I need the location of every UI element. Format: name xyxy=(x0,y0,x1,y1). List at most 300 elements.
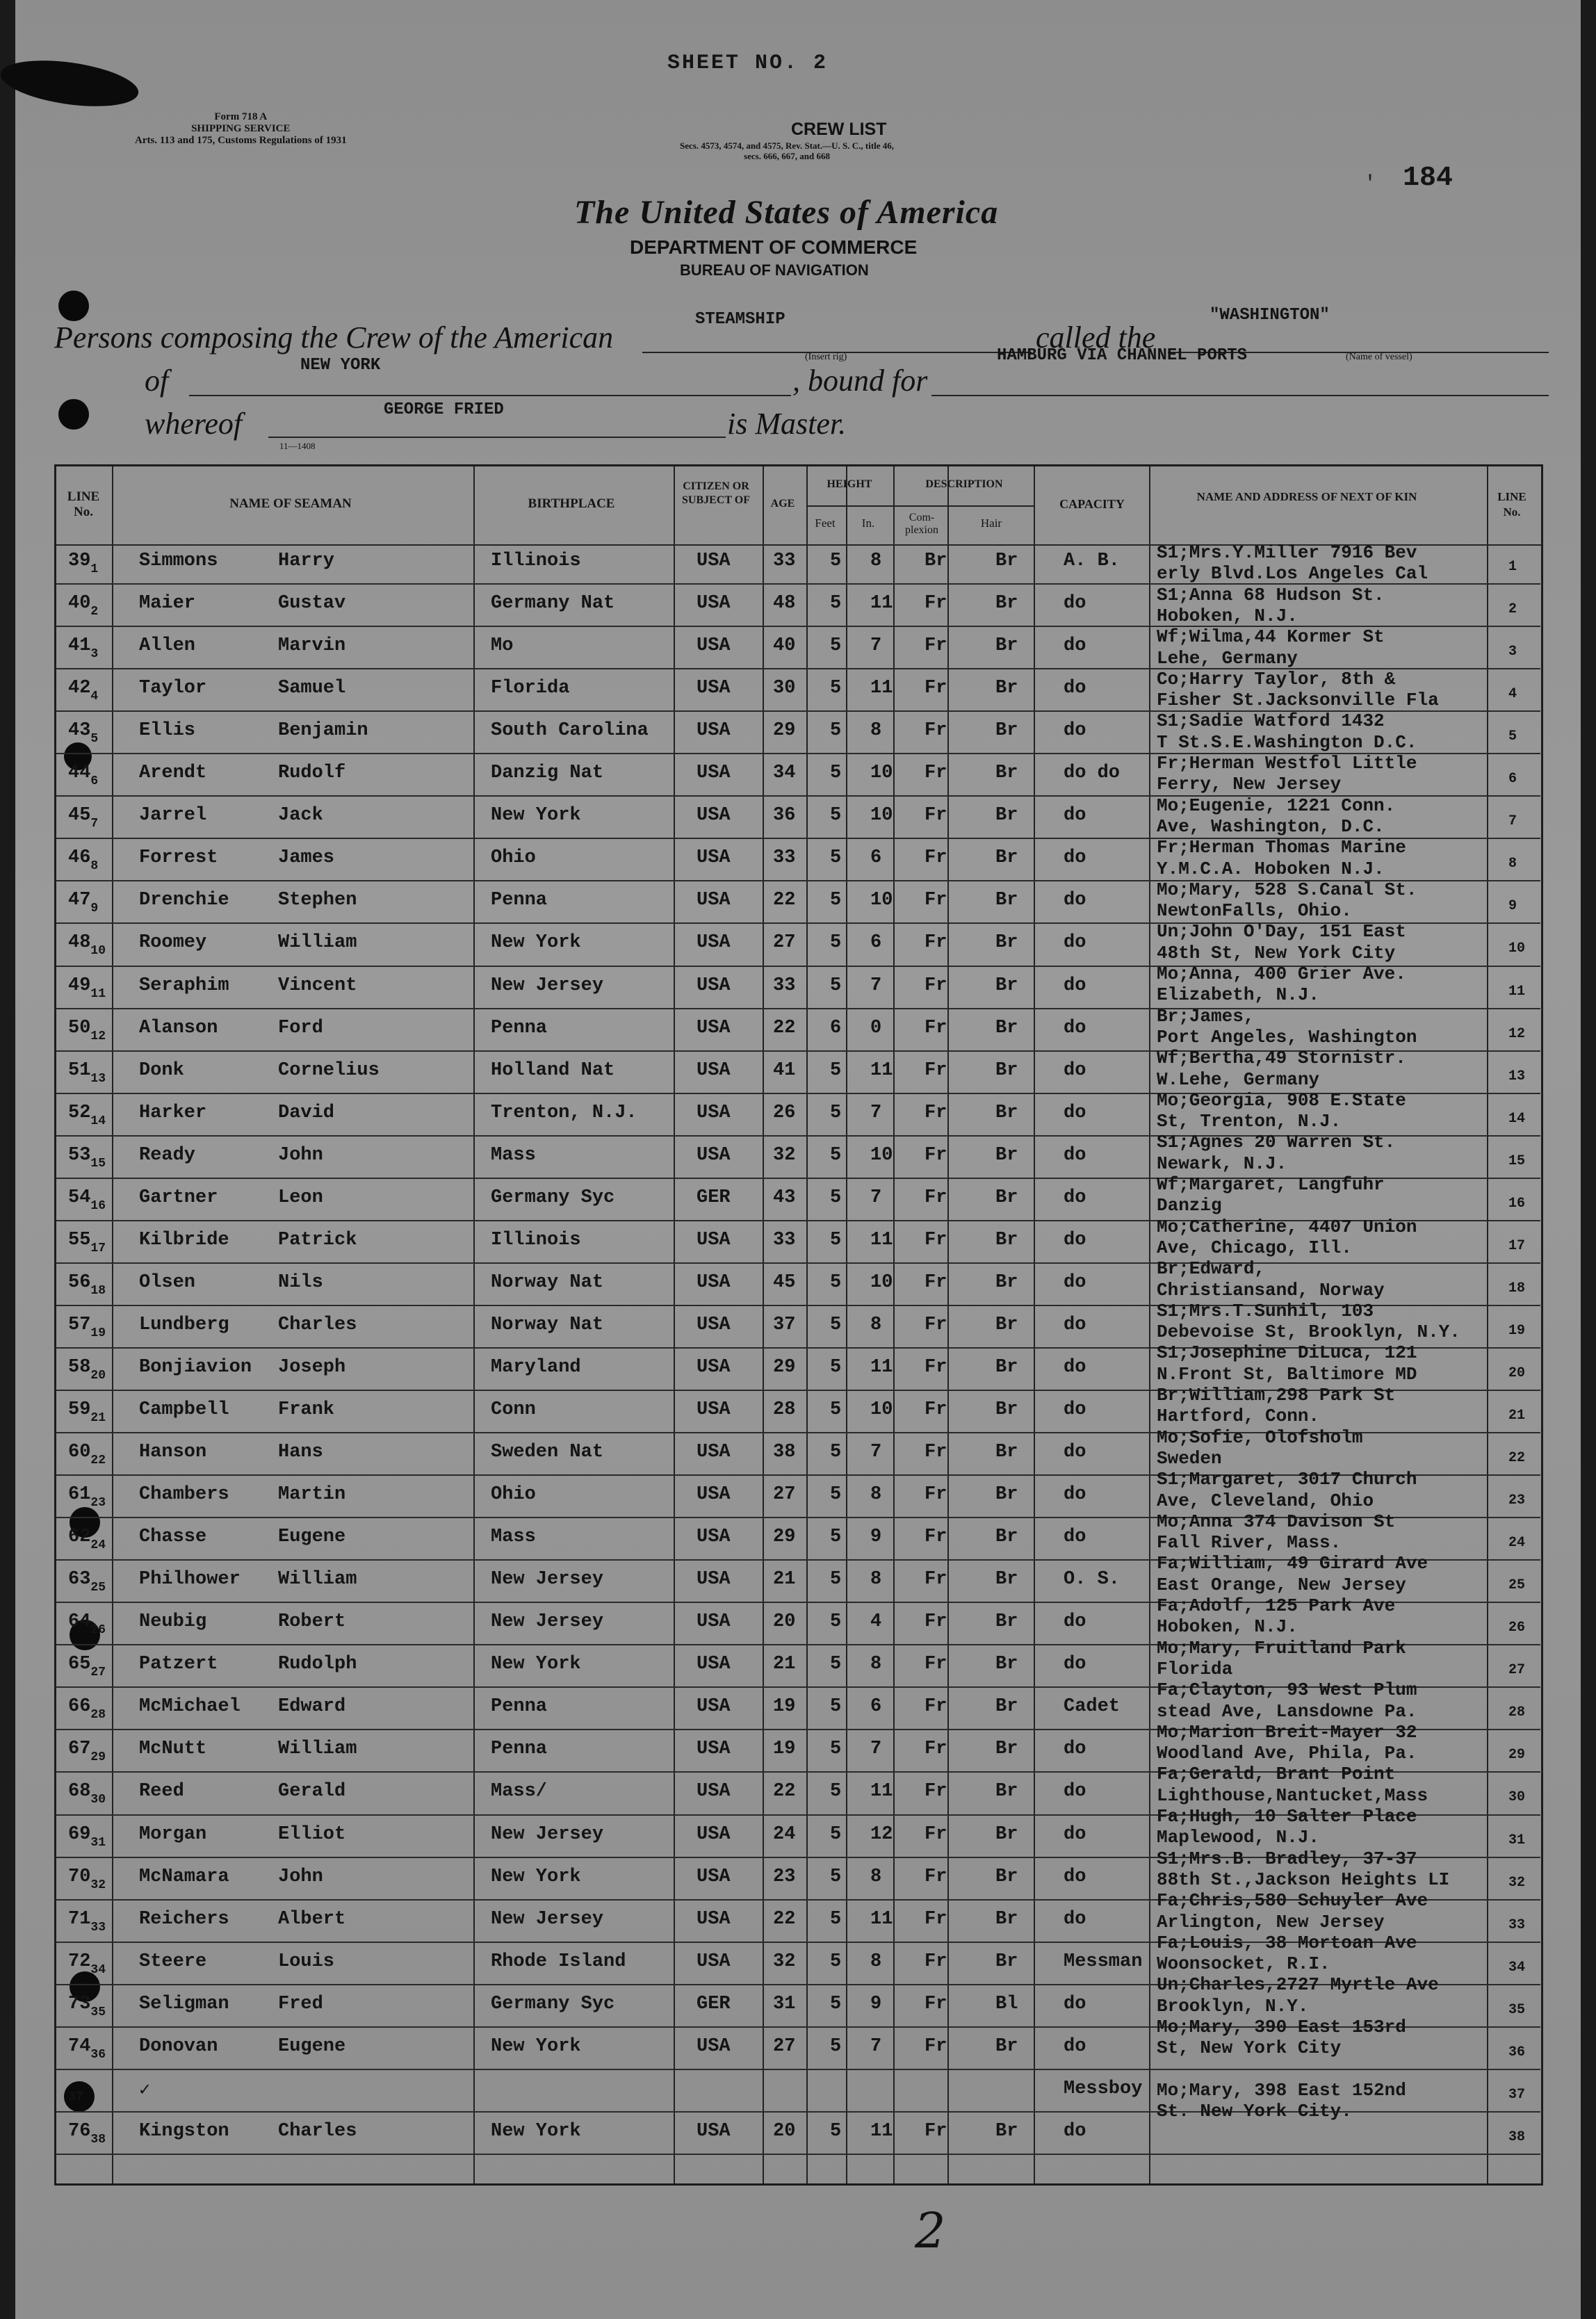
seaman-given-name: Rudolph xyxy=(278,1654,357,1675)
seaman-given-name: David xyxy=(278,1102,335,1123)
height-feet: 5 xyxy=(830,2035,842,2057)
citizenship: USA xyxy=(697,551,731,571)
complexion: Fr xyxy=(925,1739,947,1760)
kin-entry: Fr;Herman Thomas Marine xyxy=(1157,837,1406,859)
line-no-right: 23 xyxy=(1508,1492,1526,1509)
complexion: Fr xyxy=(925,1569,947,1590)
kin-entry: S1;Mrs.Y.Miller 7916 Bev xyxy=(1157,542,1417,563)
complexion: Fr xyxy=(925,1314,947,1335)
seaman-surname: Drenchie xyxy=(139,890,229,911)
line-no: $45_7$ xyxy=(68,805,99,831)
complexion: Fr xyxy=(925,763,947,784)
height-inches: 11 xyxy=(870,593,893,615)
height-feet: 5 xyxy=(830,1484,842,1506)
kin-entry: Un;Charles,2727 Myrtle Ave xyxy=(1157,1974,1439,1996)
complexion: Fr xyxy=(925,1229,947,1251)
complexion: Fr xyxy=(925,1356,947,1378)
hair: Br xyxy=(995,1484,1018,1506)
complexion: Fr xyxy=(925,1187,947,1208)
kin-entry: Hartford, Conn. xyxy=(1157,1406,1320,1427)
line-no: $48_{10}$ xyxy=(68,932,106,959)
complexion: Fr xyxy=(925,847,947,869)
line-no-right: 16 xyxy=(1508,1195,1526,1212)
height-inches: 8 xyxy=(870,720,882,742)
kin-entry: Florida xyxy=(1157,1658,1233,1679)
seaman-given-name: Patrick xyxy=(278,1229,357,1251)
seaman-given-name: Martin xyxy=(278,1484,346,1506)
hair: Br xyxy=(995,1866,1018,1887)
capacity: do xyxy=(1064,1229,1086,1251)
page-number: 184 xyxy=(1403,163,1454,194)
capacity: do xyxy=(1064,1739,1086,1760)
height-feet: 5 xyxy=(830,1399,842,1420)
kin-entry: S1;Mrs.B. Bradley, 37-37 xyxy=(1157,1848,1417,1869)
height-inches: 10 xyxy=(870,805,893,827)
seaman-given-name: Eugene xyxy=(278,2035,346,2057)
height-inches: 10 xyxy=(870,1144,893,1166)
hair: Br xyxy=(995,1823,1018,1845)
seaman-surname: Neubig xyxy=(139,1611,207,1633)
seaman-surname: Chambers xyxy=(139,1484,229,1506)
kin-entry: Fa;Louis, 38 Mortoan Ave xyxy=(1157,1932,1417,1953)
kin-entry: Ave, Cleveland, Ohio xyxy=(1157,1490,1374,1511)
col-description: DESCRIPTION xyxy=(925,478,1003,490)
citizenship: USA xyxy=(697,763,731,784)
kin-entry: Debevoise St, Brooklyn, N.Y. xyxy=(1157,1321,1460,1343)
seaman-given-name: John xyxy=(278,1144,323,1166)
handwritten-page-mark: 2 xyxy=(915,2202,946,2259)
citizenship: USA xyxy=(697,1696,731,1718)
height-feet: 5 xyxy=(830,1314,842,1335)
capacity: O. S. xyxy=(1064,1569,1121,1590)
birthplace: Ohio xyxy=(491,1484,536,1506)
seaman-given-name: Gustav xyxy=(278,593,346,615)
col-height: HEIGHT xyxy=(826,478,872,490)
complexion: Fr xyxy=(925,720,947,742)
age: 29 xyxy=(773,1356,796,1378)
line-no: $71_{33}$ xyxy=(68,1908,106,1935)
seaman-given-name: Harry xyxy=(278,551,335,571)
complexion: Fr xyxy=(925,1611,947,1633)
line-no-right: 9 xyxy=(1508,898,1517,915)
age: 36 xyxy=(773,805,796,827)
age: 32 xyxy=(773,1951,796,1972)
citizenship: USA xyxy=(697,720,731,742)
kin-entry: W.Lehe, Germany xyxy=(1157,1068,1320,1090)
complexion: Fr xyxy=(925,635,947,657)
kin-entry: Wf;Bertha,49 Stornistr. xyxy=(1157,1048,1406,1069)
citizenship: USA xyxy=(697,1102,731,1123)
citizenship: USA xyxy=(697,635,731,657)
kin-entry: Port Angeles, Washington xyxy=(1157,1026,1417,1048)
seaman-given-name: Elliot xyxy=(278,1823,346,1845)
complexion: Fr xyxy=(925,2035,947,2057)
age: 29 xyxy=(773,1527,796,1548)
birthplace: Sweden Nat xyxy=(491,1442,604,1463)
line-no: $70_{32}$ xyxy=(68,1866,106,1892)
line-no: $39_1$ xyxy=(68,551,99,576)
col-capacity: CAPACITY xyxy=(1059,497,1125,511)
punch-hole xyxy=(58,291,89,321)
seaman-surname: Hanson xyxy=(139,1442,207,1463)
citizenship: USA xyxy=(697,932,731,954)
capacity: do xyxy=(1064,1399,1086,1420)
age: 27 xyxy=(773,1484,796,1506)
citizenship: USA xyxy=(697,1654,731,1675)
age: 33 xyxy=(773,975,796,996)
seaman-given-name: Leon xyxy=(278,1187,323,1208)
age: 29 xyxy=(773,720,796,742)
col-birthplace: BIRTHPLACE xyxy=(528,496,615,511)
height-inches: 7 xyxy=(870,2035,882,2057)
line-no-right: 21 xyxy=(1508,1408,1526,1424)
hair: Br xyxy=(995,1442,1018,1463)
age: 22 xyxy=(773,1908,796,1930)
line-no: $63_{25}$ xyxy=(68,1569,106,1595)
line-no: $51_{13}$ xyxy=(68,1059,106,1086)
seaman-given-name: Nils xyxy=(278,1271,323,1293)
height-inches: 12 xyxy=(870,1823,893,1845)
line-no-right: 12 xyxy=(1508,1025,1526,1042)
kin-entry: Brooklyn, N.Y. xyxy=(1157,1995,1309,2017)
height-inches: 7 xyxy=(870,1187,882,1208)
kin-entry: erly Blvd.Los Angeles Cal xyxy=(1157,563,1428,585)
birthplace: Trenton, N.J. xyxy=(491,1102,637,1123)
capacity: do xyxy=(1064,1611,1086,1633)
seaman-surname: Roomey xyxy=(139,932,207,954)
line-no-right: 11 xyxy=(1508,983,1526,1000)
seaman-given-name: Charles xyxy=(278,2120,357,2142)
citizenship: USA xyxy=(697,1399,731,1420)
citizenship: USA xyxy=(697,1442,731,1463)
seaman-surname: Arendt xyxy=(139,763,207,784)
citizenship: USA xyxy=(697,2035,731,2057)
age: 23 xyxy=(773,1866,796,1887)
kin-entry: Mo;Georgia, 908 E.State xyxy=(1157,1089,1406,1111)
line-no-right: 33 xyxy=(1508,1917,1526,1933)
capacity: do xyxy=(1064,593,1086,615)
master-name: GEORGE FRIED xyxy=(384,400,504,419)
height-feet: 5 xyxy=(830,1527,842,1548)
citizenship: USA xyxy=(697,1527,731,1548)
punch-hole xyxy=(58,399,89,430)
complexion: Fr xyxy=(925,678,947,699)
birthplace: Mass/ xyxy=(491,1781,548,1803)
capacity: do xyxy=(1064,720,1086,742)
line-no: $69_{31}$ xyxy=(68,1823,106,1850)
height-feet: 5 xyxy=(830,1144,842,1166)
col-hair: Hair xyxy=(980,516,1002,530)
height-feet: 5 xyxy=(830,593,842,615)
height-feet: 5 xyxy=(830,1866,842,1887)
birthplace: New Jersey xyxy=(491,1908,604,1930)
kin-entry: Danzig xyxy=(1157,1195,1222,1217)
capacity: do xyxy=(1064,847,1086,869)
line-no: $42_4$ xyxy=(68,678,99,704)
capacity: do xyxy=(1064,1102,1086,1123)
citizenship: USA xyxy=(697,847,731,869)
line-no-right: 17 xyxy=(1508,1237,1526,1254)
seaman-given-name: Vincent xyxy=(278,975,357,996)
line-no: $55_{17}$ xyxy=(68,1229,106,1255)
hair: Br xyxy=(995,932,1018,954)
line-no: $62_{24}$ xyxy=(68,1527,106,1553)
capacity: do xyxy=(1064,1823,1086,1845)
seaman-surname: Bonjiavion xyxy=(139,1356,252,1378)
birthplace: Norway Nat xyxy=(491,1314,604,1335)
hair: Br xyxy=(995,1017,1018,1039)
seaman-given-name: Jack xyxy=(278,805,323,827)
citizenship: USA xyxy=(697,1781,731,1803)
height-feet: 5 xyxy=(830,1229,842,1251)
seaman-given-name: Gerald xyxy=(278,1781,346,1803)
capacity: Cadet xyxy=(1064,1696,1121,1718)
seaman-given-name: Benjamin xyxy=(278,720,368,742)
line-no: $72_{34}$ xyxy=(68,1951,106,1977)
row-divider xyxy=(56,1262,1540,1264)
capacity: do xyxy=(1064,2035,1086,2057)
citizenship: USA xyxy=(697,1611,731,1633)
kin-entry: Mo;Anna, 400 Grier Ave. xyxy=(1157,963,1406,984)
age: 38 xyxy=(773,1442,796,1463)
birthplace: New York xyxy=(491,1866,581,1887)
corner-mark: ' xyxy=(1364,172,1377,196)
kin-entry: Fa;Chris,580 Schuyler Ave xyxy=(1157,1890,1428,1912)
kin-entry: East Orange, New Jersey xyxy=(1157,1574,1406,1595)
line-no-right: 19 xyxy=(1508,1322,1526,1339)
citizenship: USA xyxy=(697,678,731,699)
kin-entry: Ave, Washington, D.C. xyxy=(1157,815,1385,837)
line-no-right: 4 xyxy=(1508,686,1517,703)
height-feet: 5 xyxy=(830,763,842,784)
citizenship: USA xyxy=(697,1017,731,1039)
complexion: Fr xyxy=(925,1059,947,1081)
line-no: $43_5$ xyxy=(68,720,99,747)
height-feet: 5 xyxy=(830,1187,842,1208)
line-no-right: 1 xyxy=(1508,559,1517,575)
line-no: $66_{28}$ xyxy=(68,1696,106,1723)
height-inches: 9 xyxy=(870,1527,882,1548)
line-no: $58_{20}$ xyxy=(68,1356,106,1383)
age: 48 xyxy=(773,593,796,615)
complexion: Fr xyxy=(925,1654,947,1675)
birthplace: Mass xyxy=(491,1527,536,1548)
height-feet: 5 xyxy=(830,932,842,954)
line-no: $61_{23}$ xyxy=(68,1484,106,1511)
nation-title: The United States of America xyxy=(574,194,999,231)
height-inches: 8 xyxy=(870,1866,882,1887)
birthplace: Illinois xyxy=(491,551,581,571)
capacity: do xyxy=(1064,1654,1086,1675)
birthplace: Norway Nat xyxy=(491,1271,604,1293)
age: 20 xyxy=(773,2120,796,2142)
height-feet: 5 xyxy=(830,1271,842,1293)
seaman-given-name: Albert xyxy=(278,1908,346,1930)
kin-entry: Woonsocket, R.I. xyxy=(1157,1953,1330,1975)
sheet-number: SHEET NO. 2 xyxy=(667,51,829,75)
height-feet: 5 xyxy=(830,1993,842,2015)
col-citizen: CITIZEN OR SUBJECT OF xyxy=(682,480,750,506)
birthplace: Rhode Island xyxy=(491,1951,626,1972)
seaman-surname: Chasse xyxy=(139,1527,207,1548)
col-kin: NAME AND ADDRESS OF NEXT OF KIN xyxy=(1196,490,1417,503)
line-no: $68_{30}$ xyxy=(68,1781,106,1807)
height-feet: 5 xyxy=(830,1654,842,1675)
age: 22 xyxy=(773,1781,796,1803)
complexion: Fr xyxy=(925,1781,947,1803)
height-feet: 5 xyxy=(830,805,842,827)
hair: Br xyxy=(995,1951,1018,1972)
hair: Br xyxy=(995,847,1018,869)
complexion: Fr xyxy=(925,1271,947,1293)
complexion: Br xyxy=(925,551,947,571)
line-no-right: 37 xyxy=(1508,2086,1526,2103)
citizenship: USA xyxy=(697,1271,731,1293)
complexion: Fr xyxy=(925,805,947,827)
seaman-surname: Gartner xyxy=(139,1187,218,1208)
capacity: do xyxy=(1064,1781,1086,1803)
height-feet: 5 xyxy=(830,1823,842,1845)
seaman-given-name: Joseph xyxy=(278,1356,346,1378)
age: 24 xyxy=(773,1823,796,1845)
hair: Br xyxy=(995,763,1018,784)
kin-entry: S1;Margaret, 3017 Church xyxy=(1157,1469,1417,1490)
kin-entry: Fa;Gerald, Brant Point xyxy=(1157,1764,1396,1785)
birthplace: Germany Syc xyxy=(491,1187,615,1208)
height-feet: 5 xyxy=(830,720,842,742)
age: 34 xyxy=(773,763,796,784)
line-no: 37 xyxy=(68,2090,83,2104)
hair: Br xyxy=(995,1696,1018,1718)
kin-entry: NewtonFalls, Ohio. xyxy=(1157,900,1352,922)
hair: Br xyxy=(995,1781,1018,1803)
hair: Br xyxy=(995,1739,1018,1760)
height-inches: 8 xyxy=(870,1314,882,1335)
citizenship: GER xyxy=(697,1993,731,2015)
birthplace: Penna xyxy=(491,1696,548,1718)
age: 30 xyxy=(773,678,796,699)
citizenship: USA xyxy=(697,805,731,827)
kin-entry: Woodland Ave, Phila, Pa. xyxy=(1157,1743,1417,1764)
hair: Br xyxy=(995,1102,1018,1123)
kin-entry: Mo;Catherine, 4407 Union xyxy=(1157,1216,1417,1237)
capacity: do xyxy=(1064,2120,1086,2142)
row-divider xyxy=(56,2069,1540,2070)
birthplace: South Carolina xyxy=(491,720,649,742)
birthplace: Mass xyxy=(491,1144,536,1166)
line-no-right: 15 xyxy=(1508,1153,1526,1169)
col-feet: Feet xyxy=(815,516,836,530)
age: 20 xyxy=(773,1611,796,1633)
line-no-right: 26 xyxy=(1508,1620,1526,1636)
line-no: $49_{11}$ xyxy=(68,975,106,1001)
right-scan-edge xyxy=(1581,0,1596,2319)
seaman-surname: Seligman xyxy=(139,1993,229,2015)
capacity: do xyxy=(1064,1271,1086,1293)
citizenship: USA xyxy=(697,1484,731,1506)
row-divider xyxy=(56,2154,1540,2155)
capacity: do xyxy=(1064,805,1086,827)
height-feet: 5 xyxy=(830,1908,842,1930)
master-label: is Master. xyxy=(727,407,847,441)
form-code: 11—1408 xyxy=(279,441,316,451)
of-label: of xyxy=(145,364,169,398)
height-inches: 7 xyxy=(870,1739,882,1760)
height-feet: 5 xyxy=(830,1569,842,1590)
complexion: Fr xyxy=(925,1823,947,1845)
birthplace: Illinois xyxy=(491,1229,581,1251)
birthplace: Maryland xyxy=(491,1356,581,1378)
age: 37 xyxy=(773,1314,796,1335)
seaman-given-name: Fred xyxy=(278,1993,323,2015)
height-feet: 5 xyxy=(830,1059,842,1081)
capacity: do xyxy=(1064,932,1086,954)
line-no: $60_{22}$ xyxy=(68,1442,106,1468)
height-feet: 5 xyxy=(830,890,842,911)
height-feet: 5 xyxy=(830,1951,842,1972)
hair: Br xyxy=(995,720,1018,742)
kin-entry: Wf;Margaret, Langfuhr xyxy=(1157,1174,1385,1195)
height-feet: 5 xyxy=(830,635,842,657)
age: 22 xyxy=(773,1017,796,1039)
line-no-right: 30 xyxy=(1508,1789,1526,1806)
seaman-given-name: William xyxy=(278,1569,357,1590)
capacity: do xyxy=(1064,1187,1086,1208)
kin-entry: Sweden xyxy=(1157,1447,1222,1469)
birthplace: Germany Syc xyxy=(491,1993,615,2015)
seaman-given-name: Frank xyxy=(278,1399,335,1420)
height-inches: 11 xyxy=(870,1059,893,1081)
seaman-surname: ✓ xyxy=(139,2080,151,2101)
line-no-right: 38 xyxy=(1508,2129,1526,2145)
height-feet: 5 xyxy=(830,1781,842,1803)
hair: Br xyxy=(995,678,1018,699)
seaman-surname: Patzert xyxy=(139,1654,218,1675)
seaman-given-name: Louis xyxy=(278,1951,335,1972)
seaman-given-name: Samuel xyxy=(278,678,346,699)
capacity: do xyxy=(1064,1356,1086,1378)
height-inches: 6 xyxy=(870,932,882,954)
age: 27 xyxy=(773,932,796,954)
seaman-surname: Taylor xyxy=(139,678,207,699)
height-inches: 10 xyxy=(870,1271,893,1293)
kin-entry: S1;Sadie Watford 1432 xyxy=(1157,710,1385,732)
kin-entry: 88th St.,Jackson Heights LI xyxy=(1157,1869,1450,1890)
hair: Bl xyxy=(995,1993,1018,2015)
kin-entry: Arlington, New Jersey xyxy=(1157,1911,1385,1932)
age: 21 xyxy=(773,1569,796,1590)
height-inches: 11 xyxy=(870,2120,893,2142)
height-inches: 11 xyxy=(870,1781,893,1803)
kin-entry: Fr;Herman Westfol Little xyxy=(1157,753,1417,774)
kin-entry: Hoboken, N.J. xyxy=(1157,1616,1298,1638)
line-no-right: 20 xyxy=(1508,1365,1526,1381)
line-no: $64_{26}$ xyxy=(68,1611,106,1638)
line-no-right: 10 xyxy=(1508,941,1526,957)
birthplace: Penna xyxy=(491,1739,548,1760)
destination-value: HAMBURG VIA CHANNEL PORTS xyxy=(997,346,1248,365)
height-feet: 5 xyxy=(830,1442,842,1463)
age: 40 xyxy=(773,635,796,657)
rig-value: STEAMSHIP xyxy=(695,310,785,329)
capacity: do xyxy=(1064,678,1086,699)
height-feet: 5 xyxy=(830,551,842,571)
kin-entry: Br;James, xyxy=(1157,1005,1255,1027)
seaman-surname: Ready xyxy=(139,1144,196,1166)
line-no: $57_{19}$ xyxy=(68,1314,106,1340)
birthplace: New York xyxy=(491,932,581,954)
col-name: NAME OF SEAMAN xyxy=(229,496,352,511)
